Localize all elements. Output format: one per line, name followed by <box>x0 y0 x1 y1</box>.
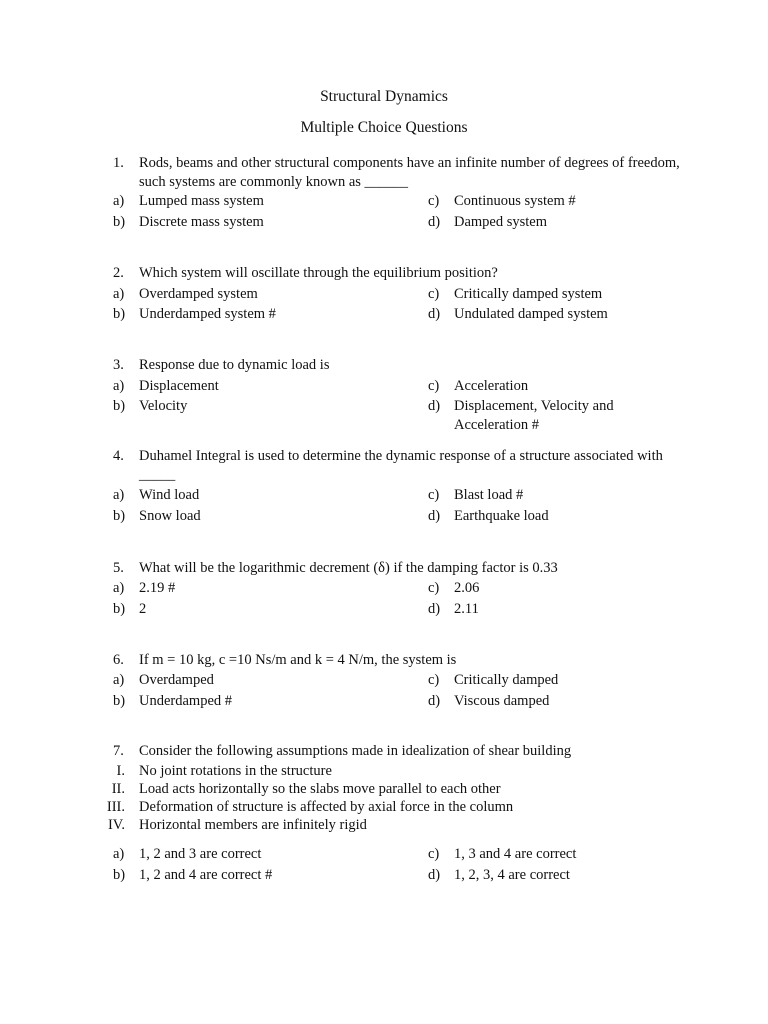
option-a: a) Wind load <box>113 487 200 503</box>
question-number: 5. <box>113 560 124 576</box>
question-text: Which system will oscillate through the equilibrium position? <box>139 265 498 281</box>
option-d: d) Damped system <box>428 214 548 230</box>
question-7 <box>113 742 683 761</box>
question-text: If m = 10 kg, c =10 Ns/m and k = 4 N/m, the system is <box>139 652 457 668</box>
option-c: c) Continuous system # <box>428 193 576 209</box>
document-subtitle: Multiple Choice Questions <box>300 119 468 136</box>
option-b: b) Discrete mass system <box>113 214 264 230</box>
option-a: a) Overdamped system <box>113 286 258 302</box>
question-number: 2. <box>113 265 124 281</box>
question-number: 7. <box>113 743 124 759</box>
question-number: 4. <box>113 448 124 464</box>
option-d: d) 2.11 <box>428 601 479 617</box>
option-b: b) Velocity <box>113 398 188 414</box>
question-2 <box>113 264 683 283</box>
question-text: Response due to dynamic load is <box>139 357 330 373</box>
option-d: d) 1, 2, 3, 4 are correct <box>428 867 570 883</box>
document-title: Structural Dynamics <box>320 88 448 105</box>
option-d: d) Viscous damped <box>428 693 550 709</box>
option-a: a) Lumped mass system <box>113 193 264 209</box>
question-5 <box>113 559 683 578</box>
option-b: b) Snow load <box>113 508 201 524</box>
option-d: d) Earthquake load <box>428 508 549 524</box>
option-c: c) 2.06 <box>428 580 480 596</box>
assumption-list <box>92 762 652 834</box>
option-c: c) Critically damped <box>428 672 559 688</box>
option-a: a) Overdamped <box>113 672 214 688</box>
option-d: d) Displacement, Velocity and Acceleration # <box>428 398 614 433</box>
option-c: c) 1, 3 and 4 are correct <box>428 846 577 862</box>
question-4 <box>113 447 683 485</box>
option-c: c) Critically damped system <box>428 286 603 302</box>
option-b: b) Underdamped system # <box>113 306 276 322</box>
question-text: What will be the logarithmic decrement (δ) if the damping factor is 0.33 <box>139 560 558 576</box>
list-item: II. Load acts horizontally so the slabs move parallel to each other <box>111 781 501 797</box>
question-number: 3. <box>113 357 124 373</box>
question-6 <box>113 651 683 670</box>
option-a: a) Displacement <box>113 378 219 394</box>
list-item: I. No joint rotations in the structure <box>116 763 332 779</box>
option-a: a) 1, 2 and 3 are correct <box>113 846 262 862</box>
option-c: c) Blast load # <box>428 487 524 503</box>
question-3 <box>113 356 683 375</box>
option-a: a) 2.19 # <box>113 580 176 596</box>
question-1 <box>113 154 683 192</box>
question-text: Rods, beams and other structural components have an infinite number of degrees of freedom, such systems are commonly known as ______ <box>139 155 680 190</box>
question-text: Duhamel Integral is used to determine the dynamic response of a structure associated with _____ <box>139 448 663 483</box>
option-b: b) Underdamped # <box>113 693 233 709</box>
question-number: 1. <box>113 155 124 171</box>
question-text: Consider the following assumptions made in idealization of shear building <box>139 743 572 759</box>
list-item: III. Deformation of structure is affected by axial force in the column <box>106 799 514 815</box>
option-c: c) Acceleration <box>428 378 529 394</box>
option-b: b) 2 <box>113 601 147 617</box>
question-number: 6. <box>113 652 124 668</box>
list-item: IV. Horizontal members are infinitely rigid <box>107 817 367 833</box>
option-b: b) 1, 2 and 4 are correct # <box>113 867 273 883</box>
option-d: d) Undulated damped system <box>428 306 608 322</box>
